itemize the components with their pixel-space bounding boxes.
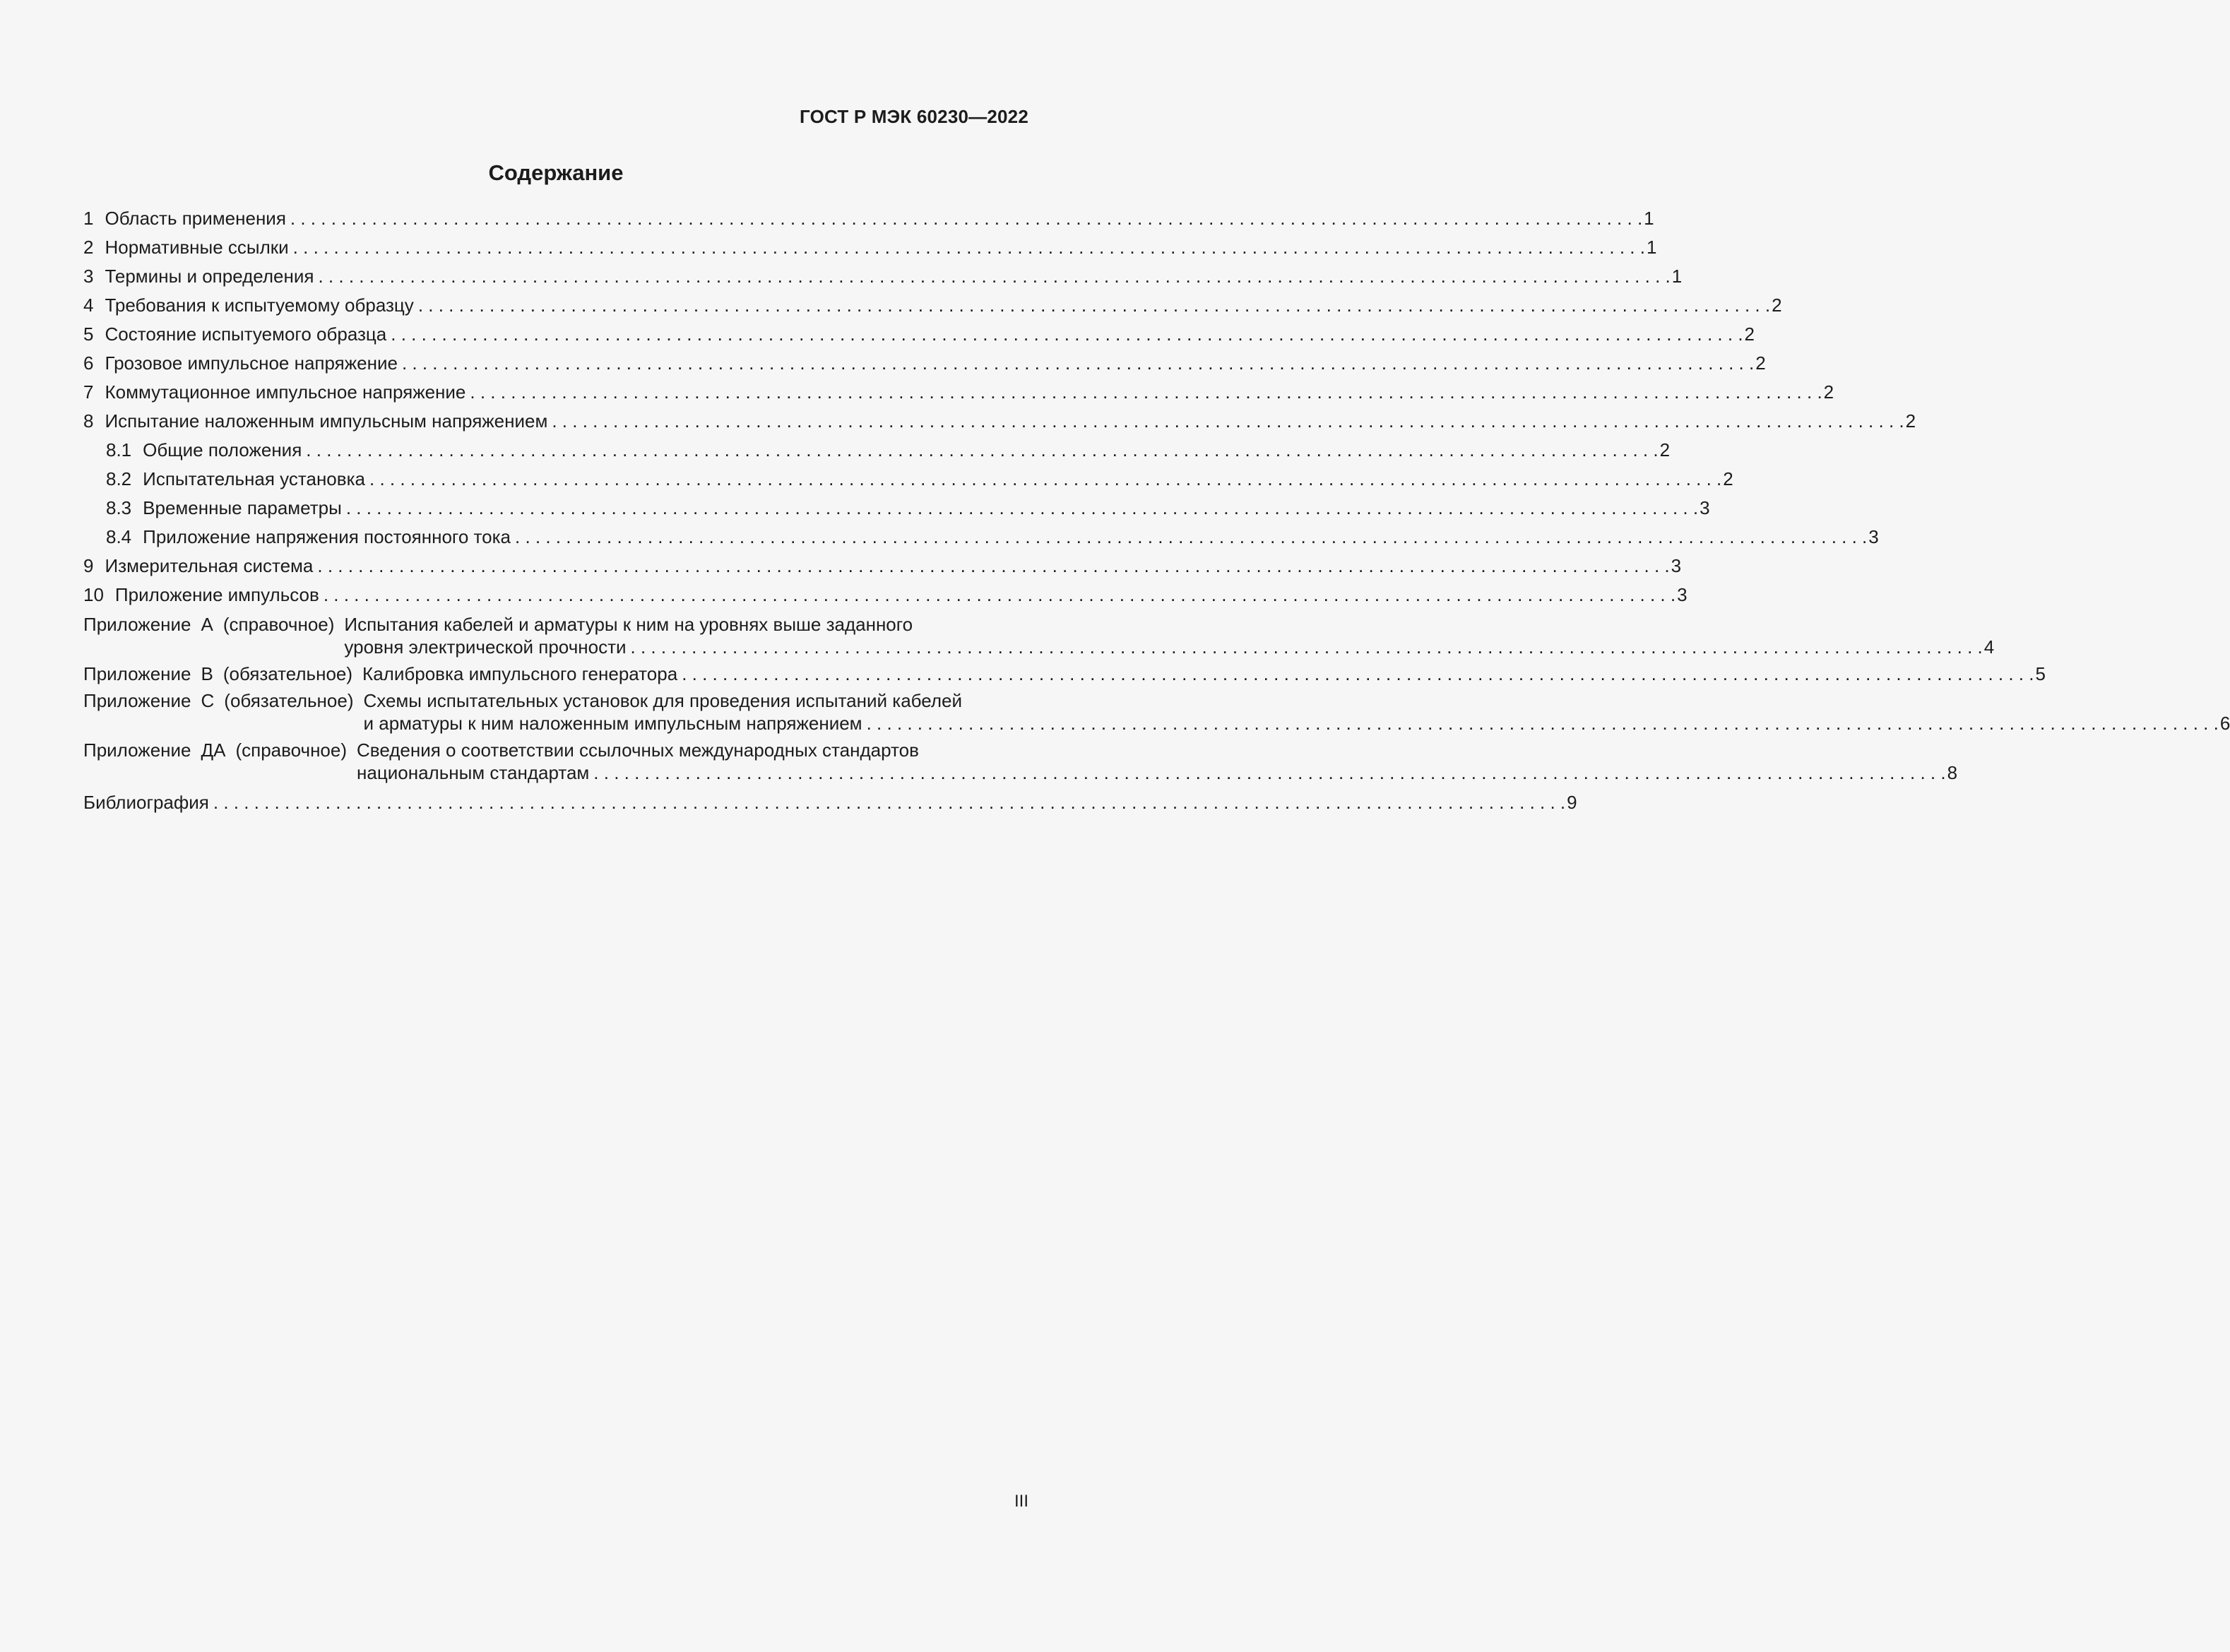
annex-word: Приложение <box>83 690 191 711</box>
toc-entry-page: 2 <box>1723 468 1733 489</box>
annex-title-line2 <box>363 712 2230 735</box>
toc-entry-page: 2 <box>1755 352 1766 374</box>
annex-title-line1: Схемы испытательных установок для проведения испытаний кабелей <box>363 690 963 711</box>
annex-letter: А <box>201 614 213 635</box>
toc-entry[interactable] <box>83 291 1782 320</box>
toc-entry-label: Область применения <box>105 208 286 229</box>
toc-entry-number: 4 <box>83 295 94 316</box>
toc-entry-number: 1 <box>83 208 94 229</box>
dot-leader <box>391 320 1743 349</box>
dot-leader <box>324 581 1676 610</box>
toc-entry-page: 3 <box>1700 497 1710 518</box>
toc-entry-number: 8.2 <box>106 468 132 489</box>
toc-entry[interactable] <box>83 262 1683 291</box>
dot-leader <box>306 436 1658 465</box>
annex-type: (обязательное) <box>224 690 354 711</box>
toc-entry[interactable] <box>83 233 1657 262</box>
document-code: ГОСТ Р МЭК 60230—2022 <box>799 106 1028 127</box>
annex-title-line2 <box>357 761 1957 784</box>
toc-entry-page: 8 <box>1947 762 1958 783</box>
annex-type: (обязательное) <box>223 663 353 684</box>
annex-title-line1: Испытания кабелей и арматуры к ним на уровнях выше заданного <box>344 614 913 635</box>
toc-bibliography-entry[interactable] <box>83 788 1577 817</box>
dot-leader <box>369 465 1721 494</box>
dot-leader <box>418 291 1770 320</box>
dot-leader <box>290 204 1642 233</box>
toc-entry[interactable] <box>83 204 1654 233</box>
toc-entry-page: 1 <box>1644 208 1654 229</box>
toc-annex-entry[interactable] <box>83 689 2230 735</box>
page-title: Содержание <box>488 160 624 185</box>
annex-type: (справочное) <box>235 739 348 761</box>
toc-entry-page: 3 <box>1868 526 1879 547</box>
dot-leader <box>293 233 1645 262</box>
toc-subentry[interactable] <box>83 436 1671 465</box>
annex-title-line1-text: Калибровка импульсного генератора <box>362 663 678 684</box>
toc-entry-label: Библиография <box>83 792 209 813</box>
toc-entry-page: 1 <box>1646 237 1657 258</box>
dot-leader <box>515 523 1867 552</box>
toc-entry-page: 4 <box>1983 636 1995 658</box>
toc-entry-number: 7 <box>83 381 94 403</box>
toc-annex-entry[interactable] <box>83 662 2046 685</box>
toc-entry-page: 5 <box>2035 663 2046 684</box>
toc-annex-entry[interactable] <box>83 613 1995 658</box>
annex-title-line1 <box>362 662 2046 685</box>
toc-entry-page: 2 <box>1659 439 1671 460</box>
table-of-contents <box>83 204 2230 817</box>
toc-entry-label: Измерительная система <box>105 555 314 576</box>
annex-title-line2-text: национальным стандартам <box>357 762 590 783</box>
toc-entry-number: 3 <box>83 266 94 287</box>
annex-letter: В <box>201 663 213 684</box>
dot-leader <box>402 349 1754 378</box>
toc-entry[interactable] <box>83 378 1834 407</box>
dot-leader <box>346 494 1698 523</box>
dot-leader <box>593 761 1945 784</box>
annex-word: Приложение <box>83 739 191 761</box>
annex-letter: ДА <box>201 739 226 761</box>
dot-leader <box>867 712 2219 735</box>
toc-entry[interactable] <box>83 552 1682 581</box>
toc-subentry[interactable] <box>83 465 1733 494</box>
dot-leader <box>470 378 1822 407</box>
toc-entry-number: 5 <box>83 323 94 345</box>
annex-title-line2 <box>344 636 1994 658</box>
toc-entry-label: Временные параметры <box>143 497 342 518</box>
toc-entry-page: 3 <box>1671 555 1682 576</box>
toc-entry[interactable] <box>83 320 1755 349</box>
annex-title-line1: Сведения о соответствии ссылочных международных стандартов <box>357 739 919 761</box>
toc-entry-number: 6 <box>83 352 94 374</box>
page-number: III <box>1014 1492 1028 1511</box>
toc-entry-number: 8 <box>83 410 94 432</box>
toc-entry-page: 3 <box>1677 584 1688 605</box>
toc-entry-number: 9 <box>83 555 94 576</box>
annex-title-line2-text: уровня электрической прочности <box>344 636 627 658</box>
annex-word: Приложение <box>83 663 191 684</box>
toc-entry-label: Испытание наложенным импульсным напряжением <box>105 410 548 432</box>
toc-entry[interactable] <box>83 581 1688 610</box>
toc-subentry[interactable] <box>83 494 1710 523</box>
toc-entry-label: Испытательная установка <box>143 468 365 489</box>
annex-title <box>363 689 2230 735</box>
toc-entry-number: 8.4 <box>106 526 132 547</box>
dot-leader <box>631 636 1983 658</box>
toc-entry-label: Термины и определения <box>105 266 314 287</box>
toc-entry-page: 9 <box>1567 792 1577 813</box>
dot-leader <box>552 407 1904 436</box>
dot-leader <box>318 262 1670 291</box>
annex-letter: С <box>201 690 215 711</box>
toc-entry-page: 1 <box>1671 266 1683 287</box>
toc-entry-number: 8.1 <box>106 439 132 460</box>
toc-entry-page: 2 <box>1823 381 1834 403</box>
annex-title-line2-text: и арматуры к ним наложенным импульсным напряжением <box>363 713 862 734</box>
toc-entry-page: 6 <box>2219 713 2230 734</box>
toc-annex-entry[interactable] <box>83 739 1958 784</box>
toc-entry-number: 2 <box>83 237 94 258</box>
toc-subentry[interactable] <box>83 523 1879 552</box>
toc-entry-label: Приложение напряжения постоянного тока <box>143 526 511 547</box>
toc-entry-page: 2 <box>1744 323 1755 345</box>
annex-heading <box>83 662 362 685</box>
dot-leader <box>317 552 1669 581</box>
annex-heading <box>83 613 344 658</box>
toc-entry-label: Общие положения <box>143 439 302 460</box>
toc-entry-label: Состояние испытуемого образца <box>105 323 387 345</box>
annex-title <box>362 662 2046 685</box>
toc-entry-label: Нормативные ссылки <box>105 237 289 258</box>
toc-entry-page: 2 <box>1905 410 1916 432</box>
toc-entry-label: Грозовое импульсное напряжение <box>105 352 398 374</box>
annex-title <box>344 613 1994 658</box>
toc-entry-label: Требования к испытуемому образцу <box>105 295 414 316</box>
toc-entry[interactable] <box>83 349 1766 378</box>
annex-title <box>357 739 1957 784</box>
annex-word: Приложение <box>83 614 191 635</box>
annex-heading <box>83 689 363 735</box>
toc-entry[interactable] <box>83 407 1916 436</box>
annex-heading <box>83 739 357 784</box>
dot-leader <box>213 788 1565 817</box>
annex-type: (справочное) <box>223 614 335 635</box>
dot-leader <box>682 662 2034 685</box>
toc-entry-page: 2 <box>1772 295 1782 316</box>
toc-entry-number: 10 <box>83 584 104 605</box>
toc-entry-number: 8.3 <box>106 497 132 518</box>
toc-entry-label: Коммутационное импульсное напряжение <box>105 381 466 403</box>
toc-entry-label: Приложение импульсов <box>114 584 319 605</box>
